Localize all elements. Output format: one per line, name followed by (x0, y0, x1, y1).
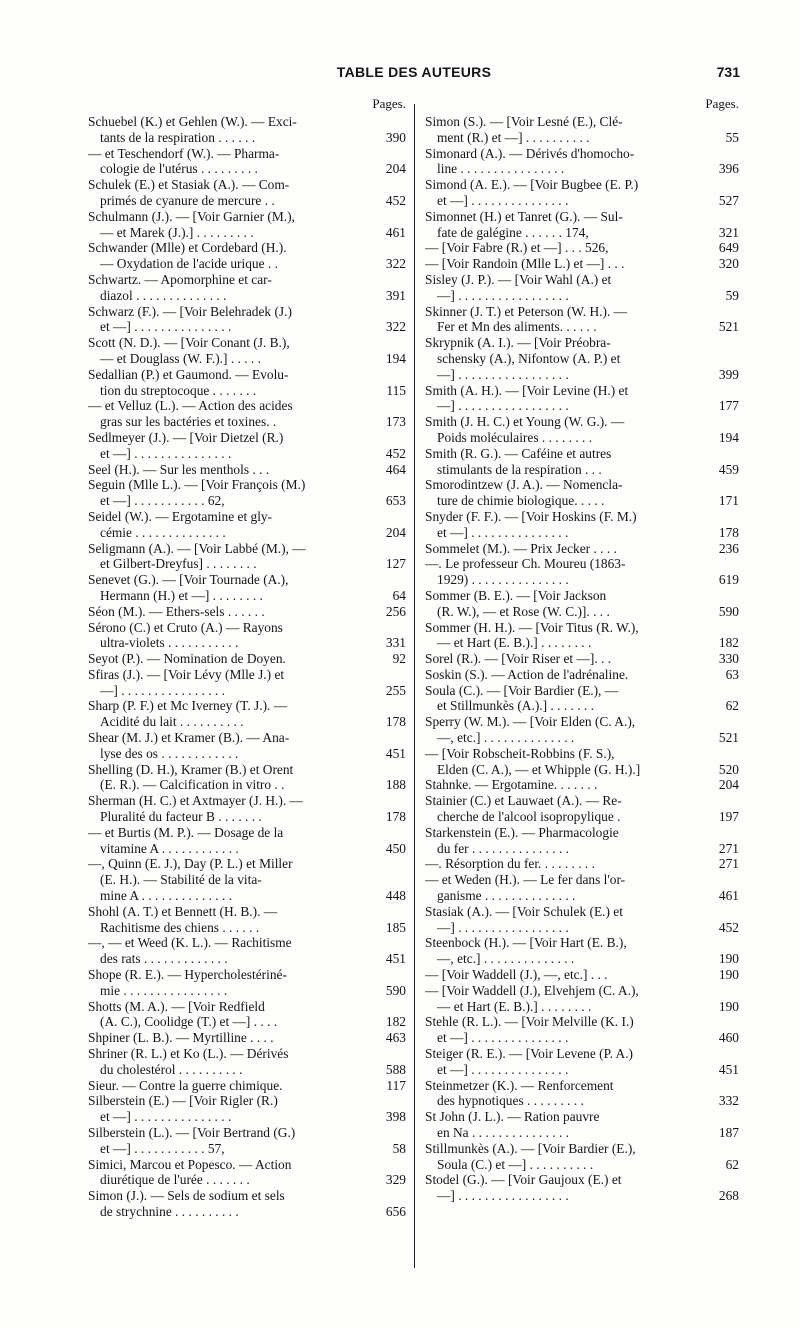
index-entry (88, 367, 406, 399)
entry-line: Silberstein (L.). — [Voir Bertrand (G.) (88, 1125, 296, 1140)
entry-line: et Stillmunkès (A.).] . . . . . . . (437, 698, 594, 714)
entry-line: Steiger (R. E.). — [Voir Levene (P. A.) (425, 1046, 634, 1062)
entry-line: —] . . . . . . . . . . . . . . . . . (437, 287, 569, 303)
index-entry (425, 1014, 739, 1046)
index-entry (425, 383, 739, 415)
entry-line: Elden (C. A.), — et Whipple (G. H.).] (437, 761, 641, 777)
index-entry (425, 446, 739, 478)
entry-line: Smith (R. G.). — Caféine et autres (425, 445, 612, 461)
index-entry (425, 272, 739, 304)
entry-page-number: 451 (385, 745, 406, 761)
entry-line: —. Résorption du fer. . . . . . . . . (425, 856, 595, 872)
entry-line: — [Voir Waddell (J.), Elvehjem (C. A.), (425, 982, 639, 998)
entry-line: — [Voir Randoin (Mlle L.) et —] . . . (425, 256, 625, 272)
entry-line: et —] . . . . . . . . . . . . . . . (437, 1030, 569, 1046)
entry-line: Simond (A. E.). — [Voir Bugbee (E. P.) (425, 177, 639, 193)
index-entry (88, 509, 406, 541)
index-entry (425, 556, 739, 588)
index-entry (88, 462, 406, 478)
entry-line: Sisley (J. P.). — [Voir Wahl (A.) et (425, 271, 612, 287)
index-entry (88, 604, 406, 620)
entry-line: Smith (A. H.). — [Voir Levine (H.) et (425, 382, 629, 398)
entry-line: Sommelet (M.). — Prix Jecker . . . . (425, 540, 617, 556)
entry-line: — et Marek (J.).] . . . . . . . . . (100, 224, 254, 240)
entry-page-number: 527 (718, 192, 739, 208)
entry-line: (E. R.). — Calcification in vitro . . (100, 777, 285, 793)
entry-line: — et Teschendorf (W.). — Pharma- (88, 145, 280, 161)
entry-line: vitamine A . . . . . . . . . . . . (100, 840, 239, 856)
index-entry (88, 967, 406, 999)
index-entry (88, 651, 406, 667)
index-entry (88, 793, 406, 825)
entry-page-number: 178 (385, 714, 406, 730)
entry-page-number: 58 (392, 1140, 406, 1156)
entry-page-number: 320 (718, 256, 739, 272)
entry-line: et —] . . . . . . . . . . . . . . . (437, 524, 569, 540)
entry-line: Hermann (H.) et —] . . . . . . . . (100, 587, 263, 603)
entry-page-number: 117 (386, 1077, 406, 1093)
entry-line: Steenbock (H.). — [Voir Hart (E. B.), (425, 935, 627, 951)
entry-page-number: 190 (718, 998, 739, 1014)
entry-line: Schwarz (F.). — [Voir Belehradek (J.) (88, 303, 292, 319)
entry-line: Shpiner (L. B.). — Myrtilline . . . . (88, 1030, 274, 1046)
entry-line: et —] . . . . . . . . . . . . . . . (100, 319, 232, 335)
index-entry (425, 588, 739, 620)
left-column (88, 96, 406, 1220)
entry-page-number: 520 (718, 761, 739, 777)
entry-page-number: 194 (385, 350, 406, 366)
entry-line: Stasiak (A.). — [Voir Schulek (E.) et (425, 903, 623, 919)
entry-line: —] . . . . . . . . . . . . . . . . . (437, 919, 569, 935)
entry-line: — et Douglass (W. F.).] . . . . . (100, 350, 261, 366)
entry-line: Stillmunkès (A.). — [Voir Bardier (E.), (425, 1140, 636, 1156)
entry-line: Stahnke. — Ergotamine. . . . . . . (425, 777, 598, 793)
entry-page-number: 182 (385, 1014, 406, 1030)
column-divider (414, 104, 415, 1268)
entry-page-number: 185 (385, 919, 406, 935)
entry-line: Stehle (R. L.). — [Voir Melville (K. I.) (425, 1014, 634, 1030)
entry-line: (A. C.), Coolidge (T.) et —] . . . . (100, 1014, 278, 1030)
entry-page-number: 197 (718, 809, 739, 825)
entry-page-number: 329 (385, 1172, 406, 1188)
entry-page-number: 182 (718, 635, 739, 651)
entry-line: ture de chimie biologique. . . . . (437, 493, 605, 509)
entry-line: Pluralité du facteur B . . . . . . . (100, 809, 262, 825)
index-entry (425, 1109, 739, 1141)
entry-line: line . . . . . . . . . . . . . . . . (437, 161, 565, 177)
entry-line: Simon (J.). — Sels de sodium et sels (88, 1188, 285, 1204)
entry-line: Smorodintzew (J. A.). — Nomencla- (425, 477, 623, 493)
entry-page-number: 464 (385, 461, 406, 477)
entry-page-number: 396 (718, 161, 739, 177)
entry-line: et —] . . . . . . . . . . . . . . . (437, 192, 569, 208)
entry-line: diazol . . . . . . . . . . . . . . (100, 287, 227, 303)
index-entry (88, 698, 406, 730)
entry-line: Schwander (Mlle) et Cordebard (H.). (88, 240, 287, 256)
index-entry (88, 398, 406, 430)
entry-line: — [Voir Fabre (R.) et —] . . . 526, (425, 240, 609, 256)
entry-page-number: 62 (725, 698, 739, 714)
index-entry (425, 256, 739, 272)
entry-line: schensky (A.), Nifontow (A. P.) et (437, 350, 621, 366)
entry-line: Seligmann (A.). — [Voir Labbé (M.), — (88, 540, 306, 556)
entry-page-number: 271 (718, 840, 739, 856)
index-entry (425, 541, 739, 557)
entry-page-number: 127 (385, 556, 406, 572)
entry-page-number: 204 (718, 777, 739, 793)
entry-line: mie . . . . . . . . . . . . . . . . (100, 982, 228, 998)
index-entry (425, 935, 739, 967)
entry-page-number: 173 (385, 414, 406, 430)
entry-page-number: 178 (385, 809, 406, 825)
entry-line: Starkenstein (E.). — Pharmacologie (425, 824, 619, 840)
entry-line: Seidel (W.). — Ergotamine et gly- (88, 508, 273, 524)
entry-line: tion du streptocoque . . . . . . . (100, 382, 257, 398)
entry-line: fate de galégine . . . . . . 174, (437, 224, 589, 240)
entry-page-number: 649 (718, 240, 739, 256)
entry-line: Sommer (H. H.). — [Voir Titus (R. W.), (425, 619, 639, 635)
entry-page-number: 63 (725, 666, 739, 682)
entry-line: Rachitisme des chiens . . . . . . (100, 919, 260, 935)
index-entry (88, 541, 406, 573)
entry-page-number: 55 (725, 129, 739, 145)
entry-page-number: 190 (718, 967, 739, 983)
entry-line: Sedlmeyer (J.). — [Voir Dietzel (R.) (88, 429, 284, 445)
entry-line: Shotts (M. A.). — [Voir Redfield (88, 998, 265, 1014)
entry-line: Senevet (G.). — [Voir Tournade (A.), (88, 572, 289, 588)
entry-page-number: 588 (385, 1061, 406, 1077)
entry-line: Simici, Marcou et Popesco. — Action (88, 1156, 292, 1172)
index-entry (88, 730, 406, 762)
index-entry (425, 714, 739, 746)
entry-line: Soskin (S.). — Action de l'adrénaline. (425, 666, 629, 682)
entry-line: Soula (C.). — [Voir Bardier (E.), — (425, 682, 619, 698)
entry-line: et Gilbert-Dreyfus] . . . . . . . . (100, 556, 257, 572)
entry-page-number: 590 (385, 982, 406, 998)
entry-line: Skinner (J. T.) et Peterson (W. H.). — (425, 303, 628, 319)
entry-line: et —] . . . . . . . . . . . 57, (100, 1140, 225, 1156)
entry-line: —] . . . . . . . . . . . . . . . . . (437, 366, 569, 382)
entry-line: Silberstein (E.) — [Voir Rigler (R.) (88, 1093, 278, 1109)
entry-line: Shohl (A. T.) et Bennett (H. B.). — (88, 903, 278, 919)
index-entry (88, 904, 406, 936)
entry-line: et —] . . . . . . . . . . . . . . . (100, 445, 232, 461)
entry-line: Poids moléculaires . . . . . . . . (437, 429, 593, 445)
running-header (88, 64, 740, 84)
entry-line: gras sur les bactéries et toxines. . (100, 414, 277, 430)
index-entry (88, 335, 406, 367)
index-entry (88, 477, 406, 509)
entry-line: Sharp (P. F.) et Mc Iverney (T. J.). — (88, 698, 288, 714)
entry-page-number: 460 (718, 1030, 739, 1046)
entry-line: — [Voir Waddell (J.), —, etc.] . . . (425, 967, 608, 983)
index-entry (425, 414, 739, 446)
index-entry (425, 335, 739, 382)
entry-page-number: 331 (385, 635, 406, 651)
index-entry (425, 967, 739, 983)
index-entry (425, 825, 739, 857)
entry-line: Schwartz. — Apomorphine et car- (88, 271, 272, 287)
page-number: 731 (716, 64, 740, 80)
index-entry (88, 304, 406, 336)
entry-line: —, — et Weed (K. L.). — Rachitisme (88, 935, 292, 951)
entry-page-number: 236 (718, 540, 739, 556)
index-entry (425, 793, 739, 825)
entry-line: St John (J. L.). — Ration pauvre (425, 1109, 600, 1125)
entry-line: Skrypnik (A. I.). — [Voir Préobra- (425, 335, 611, 351)
entry-page-number: 59 (725, 287, 739, 303)
entry-line: des rats . . . . . . . . . . . . . (100, 951, 228, 967)
entry-line: tants de la respiration . . . . . . (100, 129, 256, 145)
entry-line: —, Quinn (E. J.), Day (P. L.) et Miller (88, 856, 293, 872)
entry-line: Schulek (E.) et Stasiak (A.). — Com- (88, 177, 290, 193)
index-entry (88, 1093, 406, 1125)
entry-line: Stodel (G.). — [Voir Gaujoux (E.) et (425, 1172, 622, 1188)
entry-page-number: 204 (385, 524, 406, 540)
entry-line: — et Velluz (L.). — Action des acides (88, 398, 293, 414)
index-entry (88, 430, 406, 462)
entry-line: Simon (S.). — [Voir Lesné (E.), Clé- (425, 114, 623, 129)
entry-line: Sérono (C.) et Cruto (A.) — Rayons (88, 619, 283, 635)
entry-page-number: 178 (718, 524, 739, 540)
entry-line: cologie de l'utérus . . . . . . . . . (100, 161, 258, 177)
entry-page-number: 448 (385, 888, 406, 904)
entry-page-number: 590 (718, 603, 739, 619)
entry-line: —, etc.] . . . . . . . . . . . . . . (437, 730, 575, 746)
entry-line: (E. H.). — Stabilité de la vita- (100, 872, 262, 888)
entry-line: mine A . . . . . . . . . . . . . . (100, 888, 233, 904)
entry-line: Sorel (R.). — [Voir Riser et —]. . . (425, 651, 612, 667)
index-entry (425, 477, 739, 509)
entry-page-number: 271 (718, 856, 739, 872)
entry-line: primés de cyanure de mercure . . (100, 192, 275, 208)
entry-page-number: 115 (386, 382, 406, 398)
index-entry (425, 983, 739, 1015)
index-entry (425, 620, 739, 652)
entry-page-number: 321 (718, 224, 739, 240)
index-entry (88, 146, 406, 178)
entry-line: ganisme . . . . . . . . . . . . . . (437, 888, 576, 904)
index-entry (88, 1046, 406, 1078)
entry-line: ment (R.) et —] . . . . . . . . . . (437, 129, 590, 145)
entry-page-number: 322 (385, 256, 406, 272)
entry-line: Shriner (R. L.) et Ko (L.). — Dérivés (88, 1046, 289, 1062)
index-entry (425, 651, 739, 667)
index-entry (425, 904, 739, 936)
entry-line: diurétique de l'urée . . . . . . . (100, 1172, 250, 1188)
index-entry (425, 1046, 739, 1078)
index-entry (88, 856, 406, 903)
index-entry (88, 1157, 406, 1189)
entry-page-number: 62 (725, 1156, 739, 1172)
entry-line: — et Hart (E. B.).] . . . . . . . . (437, 635, 592, 651)
index-entry (425, 1172, 739, 1204)
entry-page-number: 461 (718, 888, 739, 904)
entry-page-number: 452 (718, 919, 739, 935)
index-entry (88, 667, 406, 699)
entry-page-number: 451 (385, 951, 406, 967)
entry-line: Snyder (F. F.). — [Voir Hoskins (F. M.) (425, 508, 637, 524)
entry-line: Seel (H.). — Sur les menthols . . . (88, 461, 270, 477)
entry-line: Soula (C.) et —] . . . . . . . . . . (437, 1156, 594, 1172)
pages-label: Pages. (372, 96, 406, 111)
index-entry (88, 1078, 406, 1094)
entry-line: Sfiras (J.). — [Voir Lévy (Mlle J.) et (88, 666, 285, 682)
entry-page-number: 64 (392, 587, 406, 603)
index-entry (425, 146, 739, 178)
index-entry (88, 240, 406, 272)
entry-line: — et Burtis (M. P.). — Dosage de la (88, 824, 284, 840)
entry-line: Shelling (D. H.), Kramer (B.) et Orent (88, 761, 294, 777)
entry-page-number: 92 (392, 651, 406, 667)
entry-page-number: 332 (718, 1093, 739, 1109)
index-entry (425, 667, 739, 683)
entry-line: ultra-violets . . . . . . . . . . . (100, 635, 239, 651)
index-entry (425, 856, 739, 872)
entry-line: des hypnotiques . . . . . . . . . (437, 1093, 584, 1109)
entry-line: Sieur. — Contre la guerre chimique. (88, 1077, 283, 1093)
entry-page-number: 255 (385, 682, 406, 698)
entry-line: — et Weden (H.). — Le fer dans l'or- (425, 872, 626, 888)
entry-line: cherche de l'alcool isopropylique . (437, 809, 621, 825)
entry-line: Schulmann (J.). — [Voir Garnier (M.), (88, 208, 295, 224)
entry-line: Schuebel (K.) et Gehlen (W.). — Exci- (88, 114, 297, 129)
entry-page-number: 398 (385, 1109, 406, 1125)
entry-line: Steinmetzer (K.). — Renforcement (425, 1077, 614, 1093)
entry-line: Seguin (Mlle L.). — [Voir François (M.) (88, 477, 306, 493)
index-entry (88, 999, 406, 1031)
entry-line: stimulants de la respiration . . . (437, 461, 602, 477)
index-entry (425, 240, 739, 256)
index-entry (425, 304, 739, 336)
pages-label: Pages. (705, 96, 739, 111)
entry-page-number: 452 (385, 192, 406, 208)
entry-line: 1929) . . . . . . . . . . . . . . . (437, 572, 569, 588)
entry-page-number: 322 (385, 319, 406, 335)
index-entry (425, 177, 739, 209)
index-entry (425, 114, 739, 146)
entry-line: — Oxydation de l'acide urique . . (100, 256, 278, 272)
index-entry (425, 509, 739, 541)
entry-page-number: 452 (385, 445, 406, 461)
index-entry (88, 272, 406, 304)
entry-line: Sommer (B. E.). — [Voir Jackson (425, 587, 607, 603)
entry-page-number: 204 (385, 161, 406, 177)
entry-line: lyse des os . . . . . . . . . . . . (100, 745, 239, 761)
entry-page-number: 521 (718, 319, 739, 335)
index-entry (88, 1188, 406, 1220)
index-entry (425, 683, 739, 715)
index-entry (88, 114, 406, 146)
index-entry (88, 209, 406, 241)
entry-line: Sperry (W. M.). — [Voir Elden (C. A.), (425, 714, 636, 730)
index-entry (88, 825, 406, 857)
entry-page-number: 653 (385, 493, 406, 509)
entry-page-number: 171 (718, 493, 739, 509)
entry-line: —. Le professeur Ch. Moureu (1863- (425, 556, 626, 572)
index-entry (88, 935, 406, 967)
index-entry (88, 572, 406, 604)
entry-line: Shope (R. E.). — Hypercholestériné- (88, 967, 287, 983)
entry-page-number: 399 (718, 366, 739, 382)
entry-page-number: 256 (385, 603, 406, 619)
entry-line: de strychnine . . . . . . . . . . (100, 1203, 239, 1219)
entry-page-number: 194 (718, 429, 739, 445)
entry-line: et —] . . . . . . . . . . . . . . . (437, 1061, 569, 1077)
entry-line: —] . . . . . . . . . . . . . . . . . (437, 1188, 569, 1204)
entry-line: en Na . . . . . . . . . . . . . . . (437, 1125, 570, 1140)
index-entry (88, 1030, 406, 1046)
entry-page-number: 656 (385, 1203, 406, 1219)
index-entry (425, 746, 739, 778)
entry-page-number: 390 (385, 129, 406, 145)
entry-line: et —] . . . . . . . . . . . 62, (100, 493, 225, 509)
entry-line: et —] . . . . . . . . . . . . . . . (100, 1109, 232, 1125)
entry-line: cémie . . . . . . . . . . . . . . (100, 524, 226, 540)
entry-page-number: 461 (385, 224, 406, 240)
entry-page-number: 190 (718, 951, 739, 967)
entry-line: Simonnet (H.) et Tanret (G.). — Sul- (425, 208, 623, 224)
entry-line: Sherman (H. C.) et Axtmayer (J. H.). — (88, 793, 303, 809)
entry-line: Fer et Mn des aliments. . . . . . (437, 319, 597, 335)
entry-line: — et Hart (E. B.).] . . . . . . . . (437, 998, 592, 1014)
index-entry (88, 762, 406, 794)
index-entry (425, 872, 739, 904)
entry-line: —] . . . . . . . . . . . . . . . . . (437, 398, 569, 414)
entry-line: Seyot (P.). — Nomination de Doyen. (88, 651, 286, 667)
entry-page-number: 459 (718, 461, 739, 477)
entry-line: — [Voir Robscheit-Robbins (F. S.), (425, 745, 615, 761)
index-entry (88, 1125, 406, 1157)
entry-line: Acidité du lait . . . . . . . . . . (100, 714, 244, 730)
index-entry (88, 620, 406, 652)
entry-line: —, etc.] . . . . . . . . . . . . . . (437, 951, 575, 967)
entry-page-number: 521 (718, 730, 739, 746)
entry-line: Scott (N. D.). — [Voir Conant (J. B.), (88, 335, 290, 351)
entry-line: du cholestérol . . . . . . . . . . (100, 1061, 243, 1077)
entry-page-number: 268 (718, 1188, 739, 1204)
entry-line: Sedallian (P.) et Gaumond. — Evolu- (88, 366, 289, 382)
entry-line: du fer . . . . . . . . . . . . . . . (437, 840, 570, 856)
entry-line: Séon (M.). — Ethers-sels . . . . . . (88, 603, 265, 619)
index-entry (425, 1141, 739, 1173)
entry-page-number: 177 (718, 398, 739, 414)
entry-page-number: 187 (718, 1125, 739, 1140)
entry-line: —] . . . . . . . . . . . . . . . . (100, 682, 225, 698)
entry-line: Shear (M. J.) et Kramer (B.). — Ana- (88, 730, 290, 746)
entry-page-number: 463 (385, 1030, 406, 1046)
entry-page-number: 391 (385, 287, 406, 303)
index-entry (425, 209, 739, 241)
right-column (425, 96, 739, 1204)
entry-line: Smith (J. H. C.) et Young (W. G.). — (425, 414, 625, 430)
entry-page-number: 450 (385, 840, 406, 856)
entry-line: Simonard (A.). — Dérivés d'homocho- (425, 145, 635, 161)
entry-page-number: 619 (718, 572, 739, 588)
index-entry (425, 777, 739, 793)
entry-page-number: 330 (718, 651, 739, 667)
entry-line: Stainier (C.) et Lauwaet (A.). — Re- (425, 793, 622, 809)
entry-page-number: 188 (385, 777, 406, 793)
entry-page-number: 451 (718, 1061, 739, 1077)
index-entry (425, 1078, 739, 1110)
index-entry (88, 177, 406, 209)
page-title: TABLE DES AUTEURS (336, 64, 492, 80)
entry-line: (R. W.), — et Rose (W. C.)]. . . . (437, 603, 610, 619)
